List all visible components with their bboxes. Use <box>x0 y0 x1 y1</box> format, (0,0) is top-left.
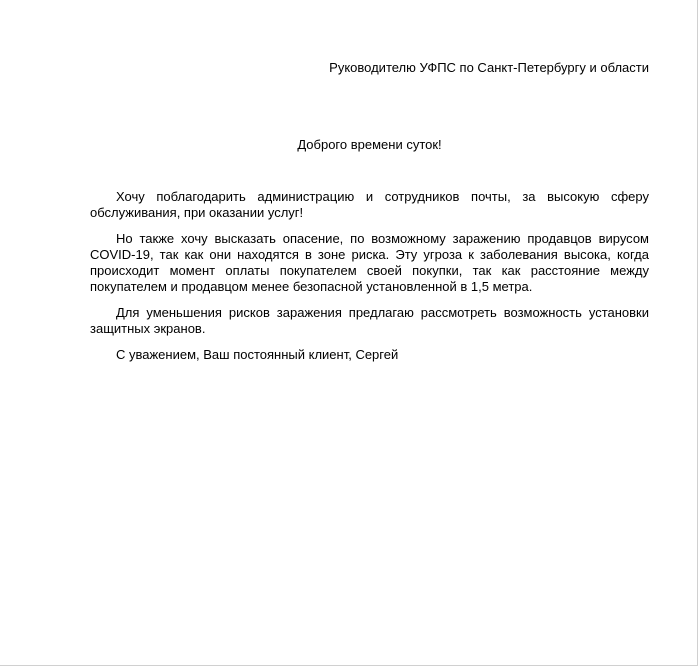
letter-body <box>90 60 649 363</box>
signature-line: С уважением, Ваш постоянный клиент, Сергей <box>116 347 399 362</box>
letter-paragraphs <box>90 189 649 363</box>
paragraph-concern: Но также хочу высказать опасение, по возможному заражению продавцов вирусом COVID-19, так как они находятся в зоне риска. Эту угроза к заболевания высока, когда происходит момент оплаты покупателем своей покупки, так как расстояние между покупателем и продавцом менее безопасной установленной в 1,5 метра. <box>90 231 649 294</box>
greeting-line: Доброго времени суток! <box>297 137 442 152</box>
addressee-line: Руководителю УФПС по Санкт-Петербургу и области <box>329 60 649 75</box>
paragraph-thanks: Хочу поблагодарить администрацию и сотрудников почты, за высокую сферу обслуживания, при оказании услуг! <box>90 189 649 220</box>
paragraph-proposal: Для уменьшения рисков заражения предлагаю рассмотреть возможность установки защитных экранов. <box>90 305 649 336</box>
